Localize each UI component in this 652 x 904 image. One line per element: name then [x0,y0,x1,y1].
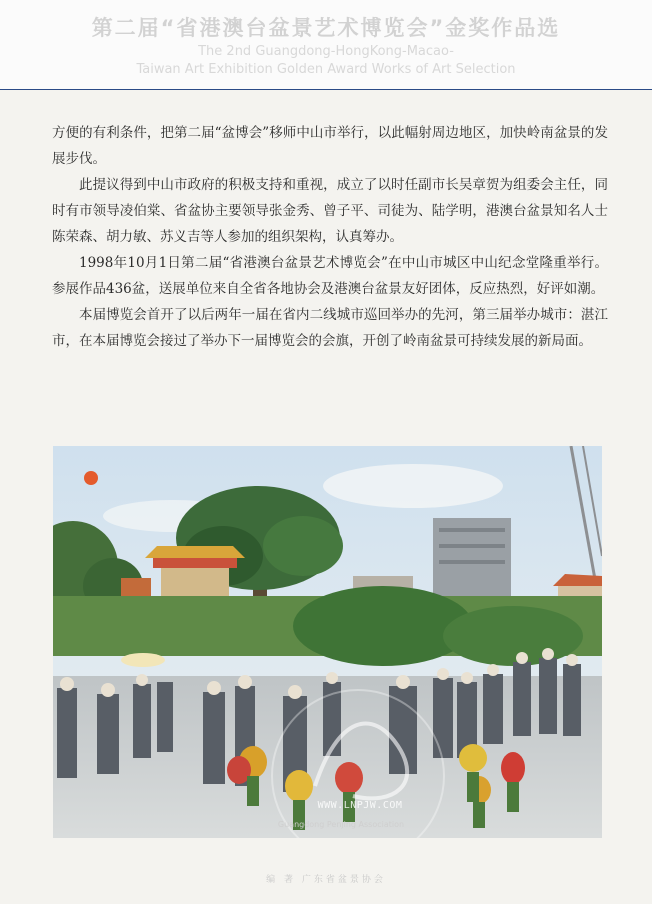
header-title-en-line1: The 2nd Guangdong-HongKong-Macao- [198,44,454,59]
watermark-subtitle: Guangdong Penjing Association [277,820,405,829]
footer-faint-text: 编 著 广东省盆景协会 [266,875,386,885]
article-body [52,120,608,354]
paragraph-4: 本届博览会首开了以后两年一届在省内二线城市巡回举办的先河，第三届举办城市：湛江市，在本届博览会接过了举办下一届博览会的会旗，开创了岭南盆景可持续发展的新局面。 [52,307,608,349]
paragraph-1: 方便的有利条件，把第二届“盆博会”移师中山市举行，以此幅射周边地区，加快岭南盆景的发展步伐。 [52,125,608,167]
paragraph-2: 此提议得到中山市政府的积极支持和重视，成立了以时任副市长吴章贺为组委会主任，同时有市领导凌伯棠、省盆协主要领导张金秀、曾子平、司徒为、陆学明，港澳台盆景知名人士陈荣森、胡力敏、苏义吉等人参加的组织架构，认真筹办。 [52,177,608,245]
header-divider [0,89,652,90]
exhibition-photo-illustration [53,446,602,838]
watermark-url: WWW.LNPJW.COM [317,800,403,811]
page-header [0,0,652,90]
paragraph-3: 1998年10月1日第二届“省港澳台盆景艺术博览会”在中山市城区中山纪念堂隆重举行。参展作品436盆，送展单位来自全省各地协会及港澳台盆景友好团体，反应热烈，好评如潮。 [52,255,608,297]
header-title-cn: 第二届“省港澳台盆景艺术博览会”金奖作品选 [91,16,561,40]
header-title-en-line2: Taiwan Art Exhibition Golden Award Works of Art Selection [136,62,516,77]
exhibition-photo [53,446,602,838]
